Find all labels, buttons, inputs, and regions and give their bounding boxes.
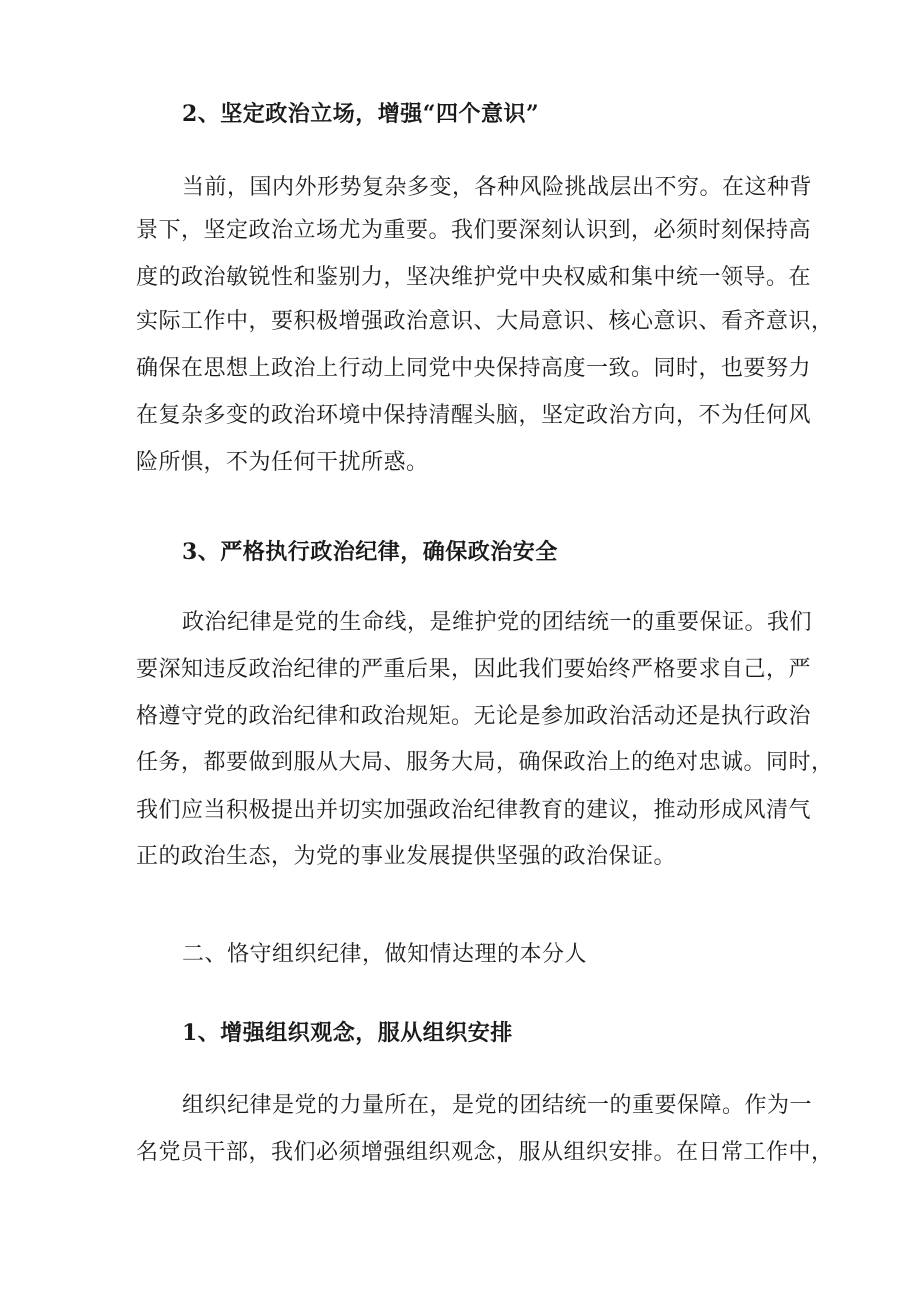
paragraph-line: 组织纪律是党的力量所在，是党的团结统一的重要保障。作为一 (182, 1093, 813, 1118)
paragraph-line: 政治纪律是党的生命线，是维护党的团结统一的重要保证。我们 (182, 610, 813, 635)
paragraph-line: 任务，都要做到服从大局、服务大局，确保政治上的绝对忠诚。同时， (136, 750, 834, 775)
heading-stand-firm: 2、坚定政治立场，增强“四个意识” (182, 101, 540, 127)
heading-political-discipline: 3、严格执行政治纪律，确保政治安全 (182, 539, 558, 565)
paragraph-line: 确保在思想上政治上行动上同党中央保持高度一致。同时，也要努力 (136, 356, 812, 381)
paragraph-line: 在复杂多变的政治环境中保持清醒头脑，坚定政治方向，不为任何风 (136, 403, 812, 428)
paragraph-line: 险所惧，不为任何干扰所惑。 (136, 450, 429, 475)
paragraph-line: 要深知违反政治纪律的严重后果，因此我们要始终严格要求自己，严 (136, 657, 812, 682)
paragraph-line: 名党员干部，我们必须增强组织观念，服从组织安排。在日常工作中， (136, 1140, 834, 1165)
heading-organization-concept: 1、增强组织观念，服从组织安排 (182, 1020, 513, 1046)
section-organizational-discipline: 二、恪守组织纪律，做知情达理的本分人 (182, 942, 588, 967)
paragraph-line: 实际工作中，要积极增强政治意识、大局意识、核心意识、看齐意识， (136, 309, 834, 334)
paragraph-line: 度的政治敏锐性和鉴别力，坚决维护党中央权威和集中统一领导。在 (136, 265, 812, 290)
paragraph-line: 当前，国内外形势复杂多变，各种风险挑战层出不穷。在这种背 (182, 175, 813, 200)
paragraph-line: 格遵守党的政治纪律和政治规矩。无论是参加政治活动还是执行政治 (136, 704, 812, 729)
paragraph-line: 我们应当积极提出并切实加强政治纪律教育的建议，推动形成风清气 (136, 798, 812, 823)
paragraph-line: 景下，坚定政治立场尤为重要。我们要深刻认识到，必须时刻保持高 (136, 218, 812, 243)
paragraph-line: 正的政治生态，为党的事业发展提供坚强的政治保证。 (136, 844, 677, 869)
